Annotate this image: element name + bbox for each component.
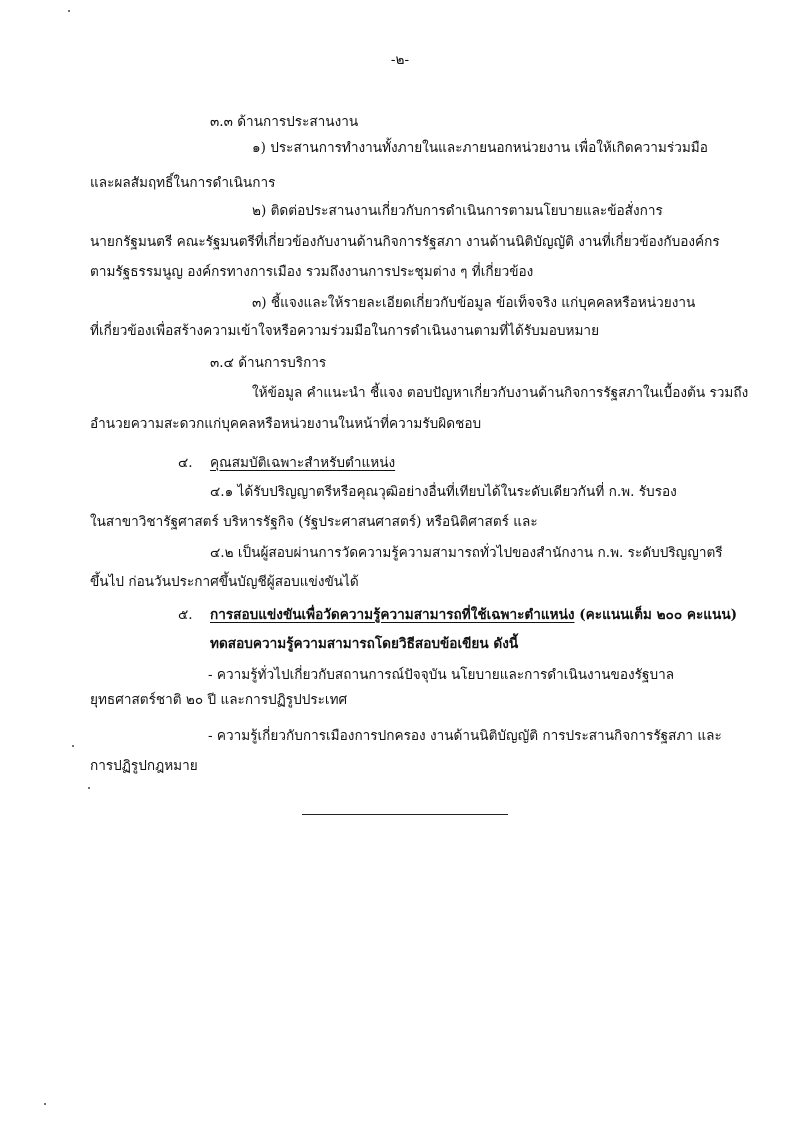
item-3-3-2-line3: ตามรัฐธรรมนูญ องค์กรทางการเมือง รวมถึงงานการประชุมต่าง ๆ ที่เกี่ยวข้อง — [90, 264, 534, 280]
item-3-3-3-line2: ที่เกี่ยวข้องเพื่อสร้างความเข้าใจหรือความร่วมมือในการดำเนินงานตามที่ได้รับมอบหมาย — [90, 323, 600, 339]
bullet-2-line2: การปฏิรูปกฎหมาย — [90, 758, 198, 774]
item-3-3-1-line2: และผลสัมฤทธิ์ในการดำเนินการ — [90, 175, 276, 191]
section-4-number: ๔. — [178, 455, 193, 471]
item-4-2-line2: ขึ้นไป ก่อนวันประกาศขึ้นบัญชีผู้สอบแข่งขันได้ — [90, 574, 359, 590]
bullet-1-line2: ยุทธศาสตร์ชาติ ๒๐ ปี และการปฏิรูปประเทศ — [90, 692, 348, 708]
section-5-score: (คะแนนเต็ม ๒๐๐ คะแนน) — [574, 607, 738, 623]
section-5-method: ทดสอบความรู้ความสามารถโดยวิธีสอบข้อเขียน ดังนี้ — [210, 636, 519, 652]
end-divider — [302, 814, 508, 815]
section-5-number: ๕. — [178, 607, 193, 623]
item-4-2-line1: ๔.๒ เป็นผู้สอบผ่านการวัดความรู้ความสามารถทั่วไปของสำนักงาน ก.พ. ระดับปริญญาตรี — [210, 545, 723, 561]
bullet-2-line1: - ความรู้เกี่ยวกับการเมืองการปกครอง งานด้านนิติบัญญัติ การประสานกิจการรัฐสภา และ — [208, 728, 722, 744]
page-number: -๒- — [390, 52, 410, 68]
section-3-3-heading: ๓.๓ ด้านการประสานงาน — [210, 114, 359, 130]
scan-speck — [72, 745, 74, 747]
item-4-1-line2: ในสาขาวิชารัฐศาสตร์ บริหารรัฐกิจ (รัฐประศาสนศาสตร์) หรือนิติศาสตร์ และ — [90, 514, 538, 530]
section-3-4-heading: ๓.๔ ด้านการบริการ — [210, 355, 327, 371]
section-5-heading-line — [210, 607, 737, 624]
item-3-3-3-line1: ๓) ชี้แจงและให้รายละเอียดเกี่ยวกับข้อมูล ข้อเท็จจริง แก่บุคคลหรือหน่วยงาน — [252, 295, 696, 311]
section-3-4-body-line1: ให้ข้อมูล คำแนะนำ ชี้แจง ตอบปัญหาเกี่ยวกับงานด้านกิจการรัฐสภาในเบื้องต้น รวมถึง — [252, 385, 749, 401]
scan-speck — [88, 787, 90, 789]
item-4-1-line1: ๔.๑ ได้รับปริญญาตรีหรือคุณวุฒิอย่างอื่นที่เทียบได้ในระดับเดียวกันที่ ก.พ. รับรอง — [210, 484, 677, 500]
scan-speck — [68, 10, 70, 12]
section-5-heading: การสอบแข่งขันเพื่อวัดความรู้ความสามารถที่ใช้เฉพาะตำแหน่ง — [210, 607, 575, 623]
item-3-3-2-line1: ๒) ติดต่อประสานงานเกี่ยวกับการดำเนินการตามนโยบายและข้อสั่งการ — [252, 203, 663, 219]
section-4-heading: คุณสมบัติเฉพาะสำหรับตำแหน่ง — [210, 455, 396, 471]
section-3-4-body-line2: อำนวยความสะดวกแก่บุคคลหรือหน่วยงานในหน้าที่ความรับผิดชอบ — [90, 416, 482, 432]
bullet-1-line1: - ความรู้ทั่วไปเกี่ยวกับสถานการณ์ปัจจุบัน นโยบายและการดำเนินงานของรัฐบาล — [208, 667, 675, 683]
item-3-3-2-line2: นายกรัฐมนตรี คณะรัฐมนตรีที่เกี่ยวข้องกับงานด้านกิจการรัฐสภา งานด้านนิติบัญญัติ งานที่เกี่ยวข้องกับองค์กร — [90, 234, 720, 250]
scan-speck — [44, 1103, 46, 1105]
item-3-3-1-line1: ๑) ประสานการทำงานทั้งภายในและภายนอกหน่วยงาน เพื่อให้เกิดความร่วมมือ — [252, 140, 708, 156]
